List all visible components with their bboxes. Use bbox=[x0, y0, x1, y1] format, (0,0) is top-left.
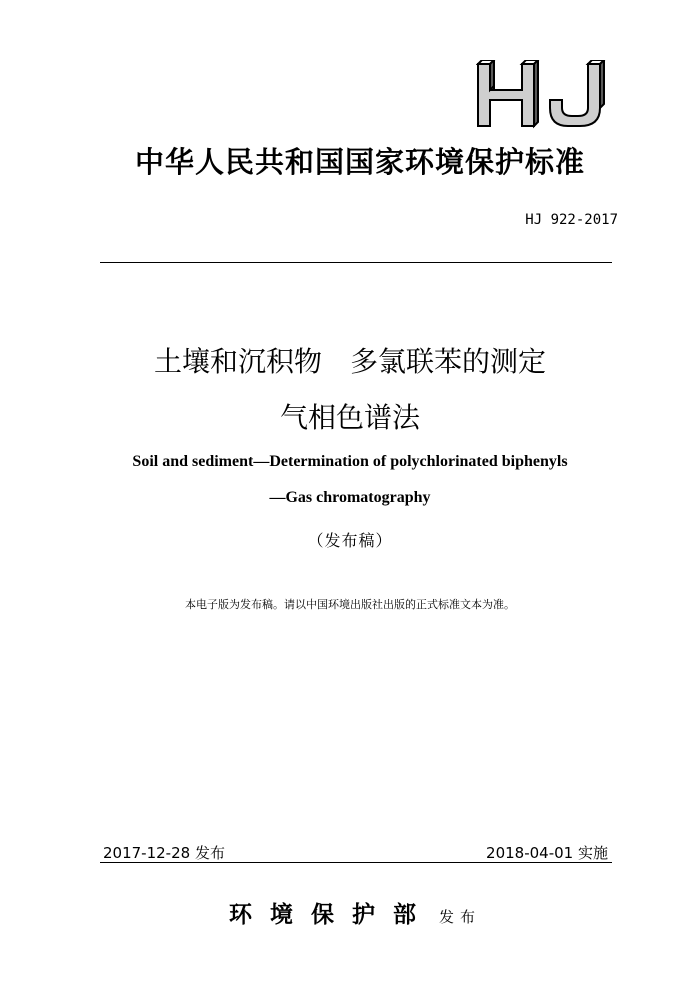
hj-logo bbox=[476, 60, 606, 130]
footer-divider bbox=[100, 862, 612, 863]
publisher bbox=[0, 896, 700, 929]
effective-date: 2018-04-01 实施 bbox=[486, 844, 608, 862]
header-divider bbox=[100, 262, 612, 263]
title-en-line2: —Gas chromatography bbox=[269, 489, 431, 506]
publisher-org: 环境保护部 bbox=[228, 902, 434, 928]
title-en-line1: Soil and sediment—Determination of polychlorinated biphenyls bbox=[132, 453, 568, 470]
publisher-suffix: 发布 bbox=[439, 908, 482, 926]
edition-note: 本电子版为发布稿。请以中国环境出版社出版的正式标准文本为准。 bbox=[185, 598, 515, 611]
issue-date: 2017-12-28 发布 bbox=[103, 844, 225, 862]
title-cn-line2: 气相色谱法 bbox=[279, 401, 420, 434]
standard-code: HJ 922-2017 bbox=[525, 212, 618, 228]
standard-header-title: 中华人民共和国国家环境保护标准 bbox=[134, 145, 585, 179]
draft-label: （发布稿） bbox=[307, 531, 393, 550]
title-cn-line1: 土壤和沉积物 多氯联苯的测定 bbox=[153, 345, 546, 378]
